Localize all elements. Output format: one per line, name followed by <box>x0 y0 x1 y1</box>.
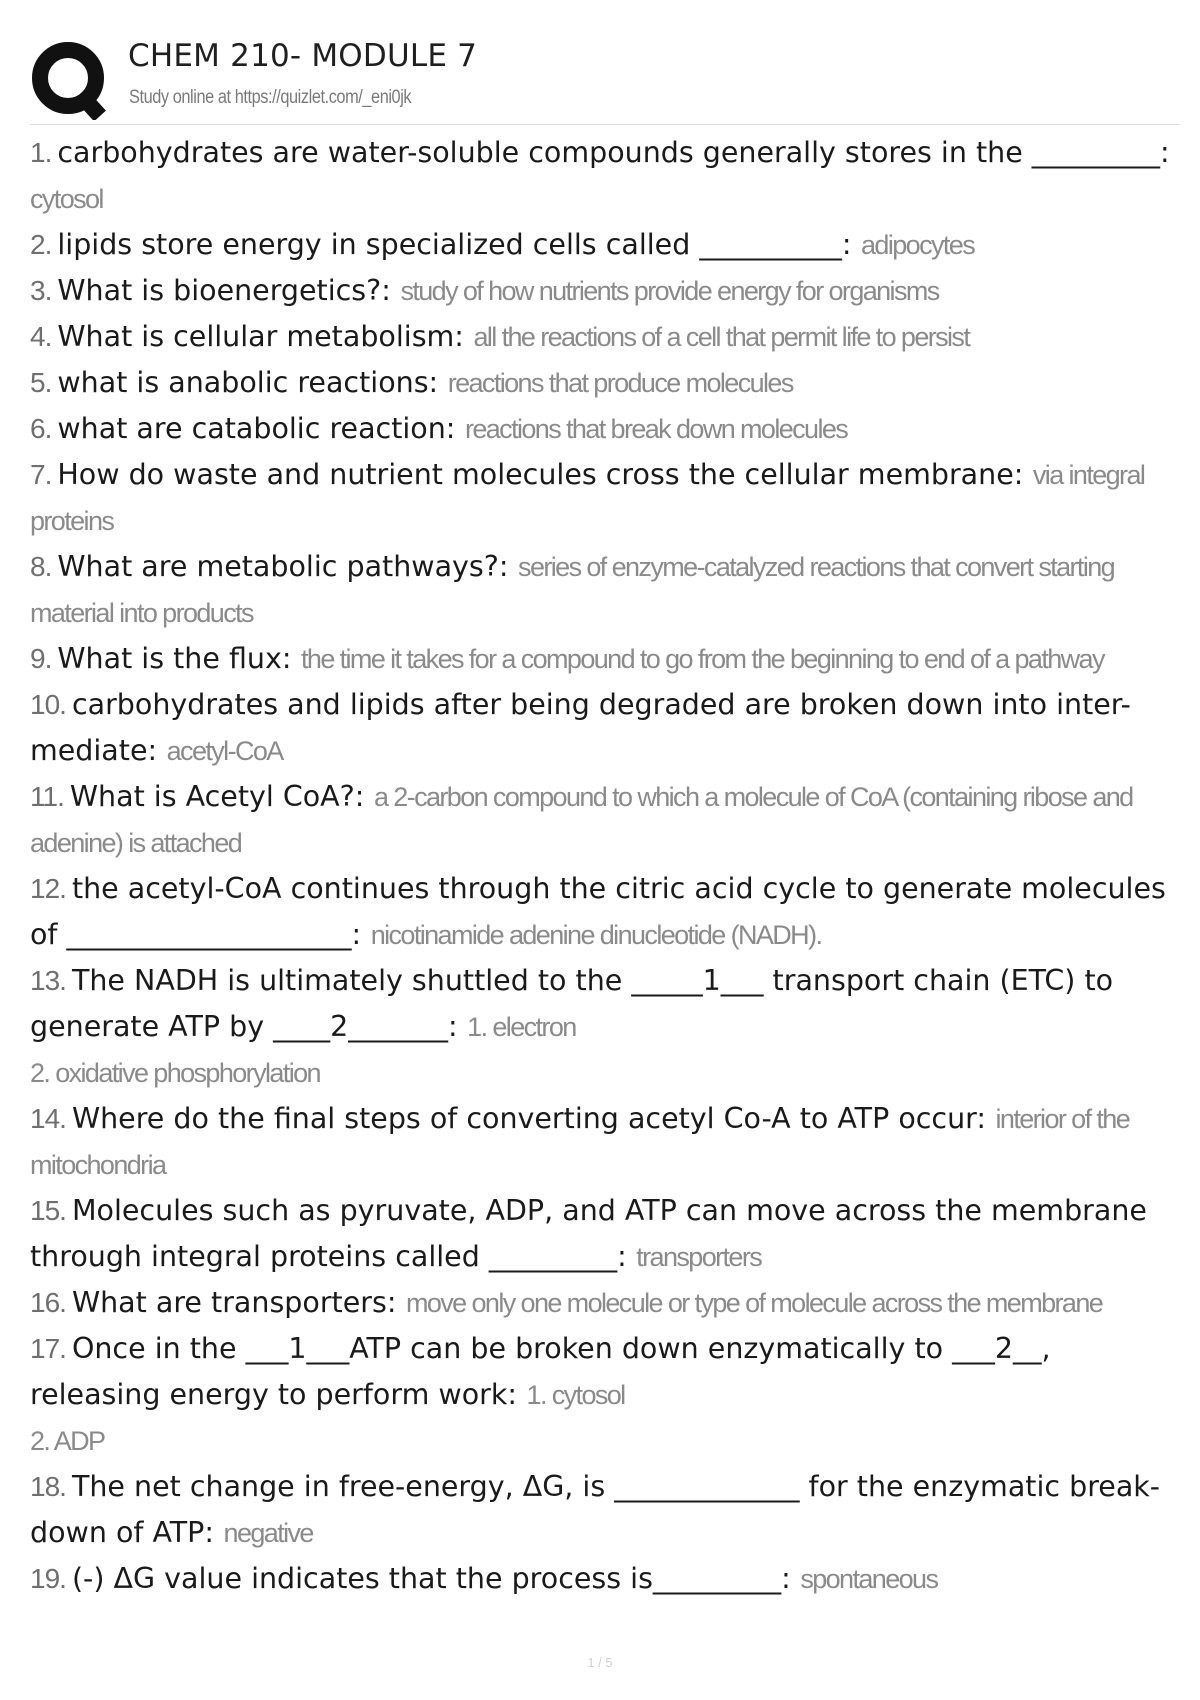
quizlet-logo-icon <box>30 40 110 120</box>
card-term: What is bioenergetics?: <box>57 274 391 307</box>
card-definition: nicotinamide adenine dinucleotide (NADH). <box>370 920 822 950</box>
card-definition: a 2-carbon compound to which a molecule of CoA (containing ribose and adenine) is attached <box>30 782 1133 858</box>
card-term: what are catabolic reaction: <box>57 412 456 445</box>
flashcard-item <box>30 1188 1180 1280</box>
document-page <box>30 32 1180 1672</box>
item-number: 10. <box>30 689 66 720</box>
page-number: 1 / 5 <box>587 1655 613 1670</box>
card-definition: 2. ADP <box>30 1426 105 1456</box>
card-definition: 1. cytosol <box>526 1380 625 1410</box>
card-definition: 2. oxidative phosphorylation <box>30 1058 320 1088</box>
card-definition: study of how nutrients provide energy for organisms <box>400 276 939 306</box>
card-term: How do waste and nutrient molecules cross the cellular membrane: <box>57 458 1024 491</box>
flashcard-item <box>30 222 1180 268</box>
study-online-link[interactable]: Study online at https://quizlet.com/_eni0jk <box>129 87 412 108</box>
card-definition: move only one molecule or type of molecule across the membrane <box>405 1288 1103 1318</box>
flashcard-item <box>30 1096 1180 1188</box>
card-definition: 1. electron <box>467 1012 576 1042</box>
card-definition: all the reactions of a cell that permit life to persist <box>473 322 970 352</box>
card-definition: transporters <box>636 1242 762 1272</box>
card-definition: the time it takes for a compound to go from the beginning to end of a pathway <box>301 644 1104 674</box>
card-term: lipids store energy in specialized cells called __________: <box>57 228 852 261</box>
item-number: 9. <box>30 643 52 674</box>
card-term: The NADH is ultimately shuttled to the _____1___ transport chain (ETC) to generate ATP by ____2_______: <box>30 964 1114 1043</box>
flashcard-item <box>30 360 1180 406</box>
card-definition: acetyl-CoA <box>166 736 283 766</box>
item-number: 8. <box>30 551 52 582</box>
card-term: What is cellular metabolism: <box>57 320 464 353</box>
header <box>30 32 1180 125</box>
card-definition: reactions that break down molecules <box>464 414 848 444</box>
card-term: The net change in free-energy, ΔG, is _____________ for the enzymatic break-down of ATP: <box>30 1470 1161 1549</box>
card-definition: via integral proteins <box>30 460 1145 536</box>
item-number: 13. <box>30 965 66 996</box>
flashcard-item <box>30 958 1180 1096</box>
item-number: 12. <box>30 873 66 904</box>
flashcard-item <box>30 314 1180 360</box>
flashcard-item <box>30 774 1180 866</box>
flashcard-item <box>30 1326 1180 1464</box>
card-term: Where do the final steps of converting acetyl Co-A to ATP occur: <box>71 1102 986 1135</box>
flashcard-item <box>30 406 1180 452</box>
card-definition: series of enzyme-catalyzed reactions that convert starting material into products <box>30 552 1115 628</box>
flashcard-item <box>30 544 1180 636</box>
item-number: 16. <box>30 1287 66 1318</box>
card-term: Molecules such as pyruvate, ADP, and ATP can move across the membrane through integral proteins called _________: <box>30 1194 1147 1273</box>
card-term: Once in the ___1___ATP can be broken down enzymatically to ___2__, releasing energy to perform work: <box>30 1332 1051 1411</box>
item-number: 19. <box>30 1563 66 1594</box>
item-number: 1. <box>30 137 52 168</box>
page-title: CHEM 210- MODULE 7 <box>128 38 478 74</box>
card-definition: reactions that produce molecules <box>447 368 793 398</box>
card-term: What are transporters: <box>71 1286 397 1319</box>
card-definition: cytosol <box>30 184 103 214</box>
item-number: 2. <box>30 229 52 260</box>
card-definition: interior of the mitochondria <box>30 1104 1130 1180</box>
card-term: what is anabolic reactions: <box>57 366 439 399</box>
card-term: (-) ΔG value indicates that the process is_________: <box>71 1562 791 1595</box>
item-number: 15. <box>30 1195 66 1226</box>
item-number: 6. <box>30 413 52 444</box>
card-term: carbohydrates are water-soluble compounds generally stores in the _________: <box>57 136 1170 169</box>
item-number: 17. <box>30 1333 66 1364</box>
card-term: What is the flux: <box>57 642 292 675</box>
item-number: 7. <box>30 459 52 490</box>
item-number: 5. <box>30 367 52 398</box>
flashcard-item <box>30 1556 1180 1602</box>
flashcard-item <box>30 268 1180 314</box>
item-number: 14. <box>30 1103 66 1134</box>
flashcard-item <box>30 1280 1180 1326</box>
flashcard-item <box>30 866 1180 958</box>
flashcard-item <box>30 130 1180 222</box>
card-definition: negative <box>223 1518 313 1548</box>
card-term: the acetyl-CoA continues through the citric acid cycle to generate molecules of ____________________: <box>30 872 1166 951</box>
card-term: What is Acetyl CoA?: <box>69 780 365 813</box>
flashcard-list <box>30 130 1180 1602</box>
item-number: 3. <box>30 275 52 306</box>
card-term: carbohydrates and lipids after being degraded are broken down into inter-mediate: <box>30 688 1131 767</box>
flashcard-item <box>30 682 1180 774</box>
flashcard-item <box>30 636 1180 682</box>
flashcard-item <box>30 452 1180 544</box>
item-number: 4. <box>30 321 52 352</box>
card-term: What are metabolic pathways?: <box>57 550 509 583</box>
item-number: 11. <box>30 781 64 812</box>
flashcard-item <box>30 1464 1180 1556</box>
item-number: 18. <box>30 1471 66 1502</box>
card-definition: spontaneous <box>800 1564 938 1594</box>
card-definition: adipocytes <box>861 230 975 260</box>
